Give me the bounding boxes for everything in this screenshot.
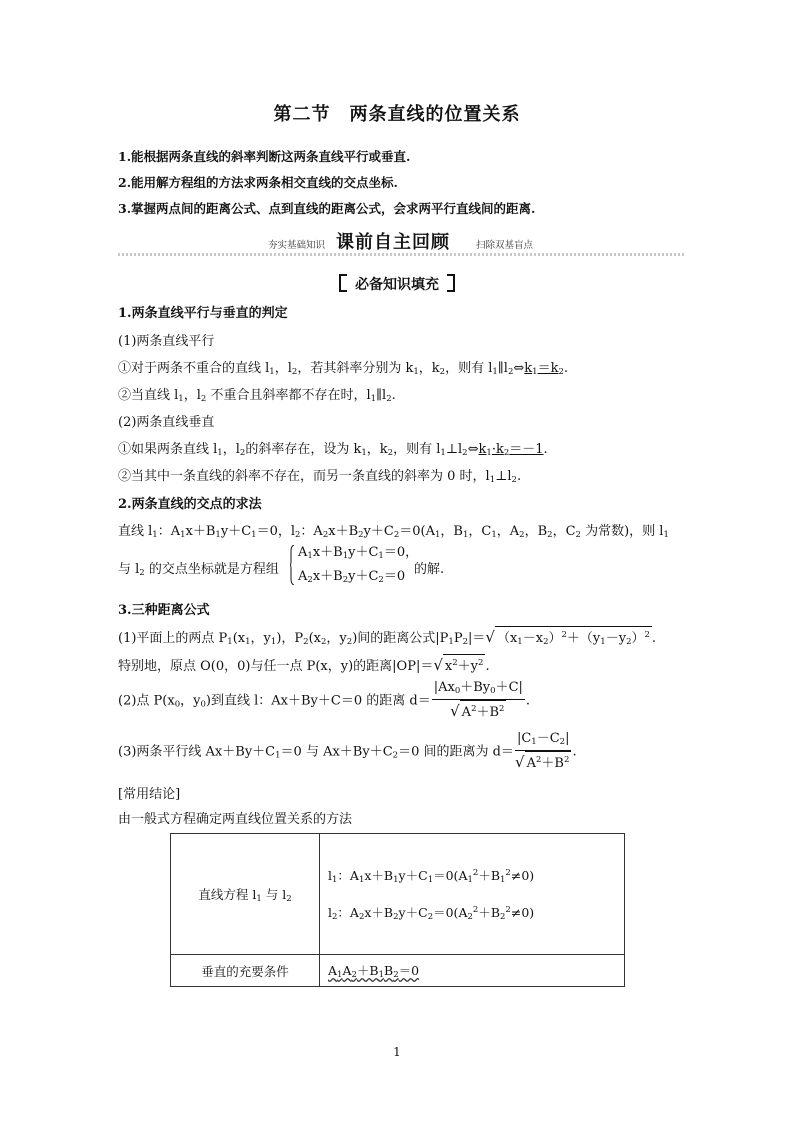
- s1-p1-a: ①对于两条不重合的直线 $l_1$，$l_2$，若其斜率分别为 $k_1$，$k_2$，则有 $l_1\parallel l_2\Leftrightarrow k_1=k_2$.: [118, 361, 569, 377]
- band-left-text: 夯实基础知识: [268, 240, 326, 251]
- objective-2: 2.能用解方程组的方法求两条相交直线的交点坐标.: [118, 175, 398, 190]
- equation-2: $A_2x+B_2y+C_2=0$: [298, 569, 406, 585]
- s2-line2-end: 的解.: [414, 562, 445, 577]
- s1-p2-b: ②当其中一条直线的斜率不存在，而另一条直线的斜率为 0 时，$l_1\perp l_2$.: [118, 469, 522, 485]
- page-title: 第二节 两条直线的位置关系: [273, 104, 521, 125]
- band-right-text: 扫除双基盲点: [476, 240, 534, 251]
- table-row: [171, 955, 625, 987]
- objective-1: 1.能根据两条直线的斜率判断这两条直线平行或垂直.: [118, 149, 411, 164]
- conclusion-desc: 由一般式方程确定两直线位置关系的方法: [118, 812, 353, 827]
- s3-formula-2: (2)点 $P(x_0$，$y_0$)到直线 l：Ax＋By＋C＝0 的距离 d＝ $\frac{|Ax_0+By_0+C|}{√ A^2+B^2}$ .: [118, 680, 531, 720]
- s3-special: 特别地，原点 O(0，0)与任一点 P(x，y)的距离|OP|＝√ $x^2+y^2$ .: [118, 656, 490, 674]
- table-cell-value: $l_1$：$A_1x+B_1y+C_1=0(A_1^2+B_1^2\ne 0)$ $l_2$：$A_2x+B_2y+C_2=0(A_2^2+B_2^2\ne 0)$: [320, 834, 625, 955]
- s3-formula-3: (3)两条平行线 $Ax+By+C_1=0$ 与 $Ax+By+C_2=0$ 间的距离为 d＝ $\frac{|C_1-C_2|}{√ A^2+B^2}$ .: [118, 731, 577, 771]
- s2-line2-pre: 与 $l_2$ 的交点坐标就是方程组: [118, 562, 279, 578]
- s1-p2-title: (2)两条直线垂直: [118, 415, 215, 430]
- equation-system: [290, 541, 420, 589]
- s1-p1-title: (1)两条直线平行: [118, 334, 215, 349]
- equation-1: $A_1x+B_1y+C_1=0$，: [298, 545, 419, 561]
- band-divider: [118, 253, 684, 256]
- table-cell-value: $A_1A_2+B_1B_2=0$: [320, 955, 625, 987]
- brace-icon: [290, 545, 294, 585]
- s3-formula-1: (1)平面上的两点 $P_1(x_1$，$y_1$)，$P_2(x_2$，$y_2$)间的距离公式$|P_1P_2|=√$ $(x_1-x_2)^2+(y_1-y_2)^2$ .: [118, 626, 656, 650]
- objective-3: 3.掌握两点间的距离公式、点到直线的距离公式，会求两平行直线间的距离.: [118, 201, 536, 216]
- page-number: 1: [393, 1045, 401, 1059]
- table-cell-label: 直线方程 $l_1$ 与 $l_2$: [171, 834, 320, 955]
- band-title: 课前自主回顾: [336, 232, 450, 253]
- s2-heading: 2.两条直线的交点的求法: [118, 497, 262, 512]
- section-heading: [0, 274, 794, 294]
- right-bracket-icon: [447, 274, 455, 292]
- section-band: [118, 228, 684, 258]
- s1-p1-b: ②当直线 $l_1$，$l_2$ 不重合且斜率都不存在时，$l_1\parallel l_2$.: [118, 388, 396, 404]
- table-row: [171, 834, 625, 955]
- s3-heading: 3.三种距离公式: [118, 603, 210, 618]
- section-heading-text: 必备知识填充: [355, 277, 439, 293]
- s2-line1: 直线 $l_1$：$A_1x+B_1y+C_1=0$，$l_2$：$A_2x+B_2y+C_2=0(A_1$，$B_1$，$C_1$，$A_2$，$B_2$，$C_2$ 为常数)，则 $l_1$: [118, 524, 669, 540]
- s1-p2-a: ①如果两条直线 $l_1$，$l_2$的斜率存在，设为 $k_1$，$k_2$，则有 $l_1\perp l_2\Leftrightarrow k_1\cdot k_2=-1$.: [118, 442, 548, 458]
- conclusion-label: [常用结论]: [118, 787, 181, 802]
- relation-table: [170, 833, 625, 987]
- left-bracket-icon: [339, 274, 347, 292]
- table-cell-label: 垂直的充要条件: [171, 955, 320, 987]
- s1-heading: 1.两条直线平行与垂直的判定: [118, 306, 288, 321]
